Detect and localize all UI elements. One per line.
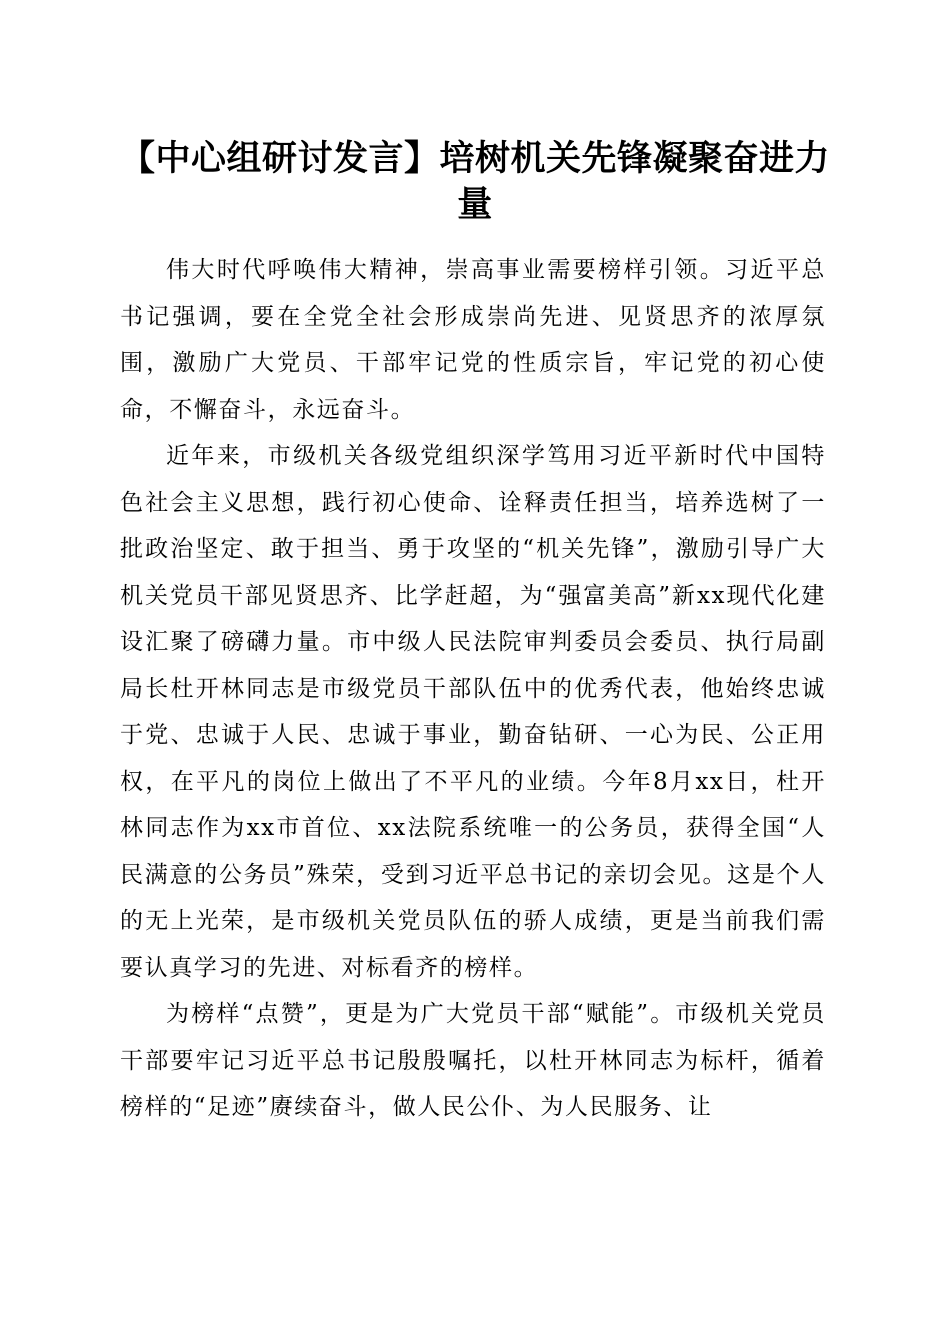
document-body <box>120 247 826 1131</box>
paragraph-1: 伟大时代呼唤伟大精神，崇高事业需要榜样引领。习近平总书记强调，要在全党全社会形成崇尚先进、见贤思齐的浓厚氛围，激励广大党员、干部牢记党的性质宗旨，牢记党的初心使命，不懈奋斗，永远奋斗。 <box>120 257 826 423</box>
document-title: 【中心组研讨发言】培树机关先锋凝聚奋进力量 <box>119 138 830 225</box>
paragraph-2: 近年来，市级机关各级党组织深学笃用习近平新时代中国特色社会主义思想，践行初心使命、诠释责任担当，培养选树了一批政治坚定、敢于担当、勇于攻坚的“机关先锋”，激励引导广大机关党员干部见贤思齐、比学赶超，为“强富美高”新xx现代化建设汇聚了磅礴力量。市中级人民法院审判委员会委员、执行局副局长杜开林同志是市级党员干部队伍中的优秀代表，他始终忠诚于党、忠诚于人民、忠诚于事业，勤奋钻研、一心为民、公正用权，在平凡的岗位上做出了不平凡的业绩。今年8月xx日，杜开林同志作为xx市首位、xx法院系统唯一的公务员，获得全国“人民满意的公务员”殊荣，受到习近平总书记的亲切会见。这是个人的无上光荣，是市级机关党员队伍的骄人成绩，更是当前我们需要认真学习的先进、对标看齐的榜样。 <box>120 443 826 981</box>
paragraph-3: 为榜样“点赞”，更是为广大党员干部“赋能”。市级机关党员干部要牢记习近平总书记殷殷嘱托，以杜开林同志为标杆，循着榜样的“足迹”赓续奋斗，做人民公仆、为人民服务、让 <box>120 1001 826 1120</box>
